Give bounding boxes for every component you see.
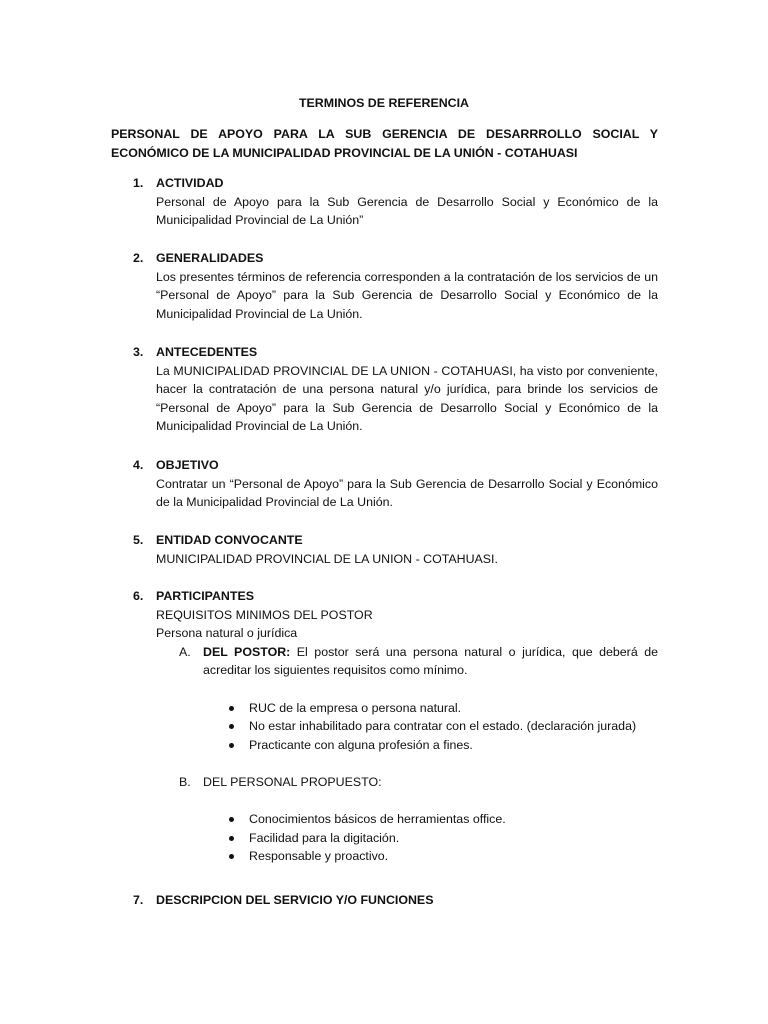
list-item-text: Conocimientos básicos de herramientas office. <box>249 812 506 827</box>
bullet-icon <box>229 724 234 729</box>
list-item-text: Practicante con alguna profesión a fines. <box>249 737 473 752</box>
list-item-text: Facilidad para la digitación. <box>249 830 400 845</box>
section-body <box>156 606 658 643</box>
bullet-icon <box>229 706 234 711</box>
section-descripcion-servicio <box>111 891 658 910</box>
list-item <box>111 810 658 829</box>
section-number: 7. <box>133 893 144 907</box>
persona-line: Persona natural o jurídica <box>156 626 298 641</box>
section-number: 5. <box>133 533 144 547</box>
subsection-text: El postor será una persona natural o jurídica, que deberá de acreditar los siguientes requisitos como mínimo. <box>203 644 658 678</box>
section-heading-text: ANTECEDENTES <box>156 345 258 359</box>
section-number: 1. <box>133 176 144 190</box>
list-item <box>111 829 658 848</box>
section-heading-text: GENERALIDADES <box>156 251 264 265</box>
section-body: La MUNICIPALIDAD PROVINCIAL DE LA UNION - COTAHUASI, ha visto por conveniente, hacer la contratación de una persona natural y/o jurídica, para brinde los servicios de “Personal de Apoyo” para la Sub Gerencia de Desarrollo Social y Económico de la Municipalidad Provincial de La Unión. <box>156 363 658 434</box>
list-item <box>111 699 658 718</box>
subsection-letter: A. <box>179 644 191 659</box>
section-body: Los presentes términos de referencia corresponden a la contratación de los servicios de un “Personal de Apoyo” para la Sub Gerencia de Desarrollo Social y Económico de la Municipalidad Provincial de La Unión. <box>156 269 658 321</box>
section-heading-text: ENTIDAD CONVOCANTE <box>156 533 303 547</box>
list-item <box>111 736 658 755</box>
document-title: TERMINOS DE REFERENCIA <box>298 96 470 110</box>
bullet-icon <box>229 854 234 859</box>
section-heading <box>111 891 658 910</box>
section-heading <box>111 174 658 193</box>
subsection-del-personal <box>111 773 658 792</box>
bullet-icon <box>229 817 234 822</box>
section-heading <box>111 587 658 606</box>
list-item <box>111 847 658 866</box>
section-heading-text: OBJETIVO <box>156 458 219 472</box>
section-body: Personal de Apoyo para la Sub Gerencia de Desarrollo Social y Económico de la Municipalidad Provincial de La Unión” <box>156 194 658 228</box>
section-actividad <box>111 174 658 230</box>
section-entidad-convocante <box>111 531 658 568</box>
section-participantes <box>111 587 658 866</box>
section-body: MUNICIPALIDAD PROVINCIAL DE LA UNION - COTAHUASI. <box>156 551 498 566</box>
list-item <box>111 717 658 736</box>
subsection-label: DEL PERSONAL PROPUESTO: <box>203 774 382 789</box>
list-item-text: Responsable y proactivo. <box>249 849 389 864</box>
subsection-letter: B. <box>179 774 191 789</box>
section-number: 4. <box>133 458 144 472</box>
subsection-del-postor <box>111 643 658 680</box>
section-heading <box>111 249 658 268</box>
section-heading <box>111 343 658 362</box>
personal-requirements-list <box>111 810 658 866</box>
list-item-text: No estar inhabilitado para contratar con el estado. (declaración jurada) <box>249 719 637 734</box>
section-antecedentes <box>111 343 658 436</box>
section-heading-text: DESCRIPCION DEL SERVICIO Y/O FUNCIONES <box>156 893 434 907</box>
section-heading <box>111 456 658 475</box>
section-heading-text: ACTIVIDAD <box>156 176 224 190</box>
requisitos-line: REQUISITOS MINIMOS DEL POSTOR <box>156 607 373 622</box>
section-number: 3. <box>133 345 144 359</box>
document-subtitle: PERSONAL DE APOYO PARA LA SUB GERENCIA DE DESARRROLLO SOCIAL Y ECONÓMICO DE LA MUNICIPALIDAD PROVINCIAL DE LA UNIÓN - COTAHUASI <box>111 127 658 160</box>
list-item-text: RUC de la empresa o persona natural. <box>249 700 462 715</box>
section-heading <box>111 531 658 550</box>
section-objetivo <box>111 456 658 512</box>
section-number: 2. <box>133 251 144 265</box>
section-generalidades <box>111 249 658 323</box>
bullet-icon <box>229 743 234 748</box>
subsection-label: DEL POSTOR: <box>203 644 291 659</box>
section-heading-text: PARTICIPANTES <box>156 589 254 603</box>
section-body: Contratar un “Personal de Apoyo” para la Sub Gerencia de Desarrollo Social y Económico de la Municipalidad Provincial de La Unión. <box>156 476 658 510</box>
bullet-icon <box>229 836 234 841</box>
section-number: 6. <box>133 589 144 603</box>
postor-requirements-list <box>111 699 658 755</box>
